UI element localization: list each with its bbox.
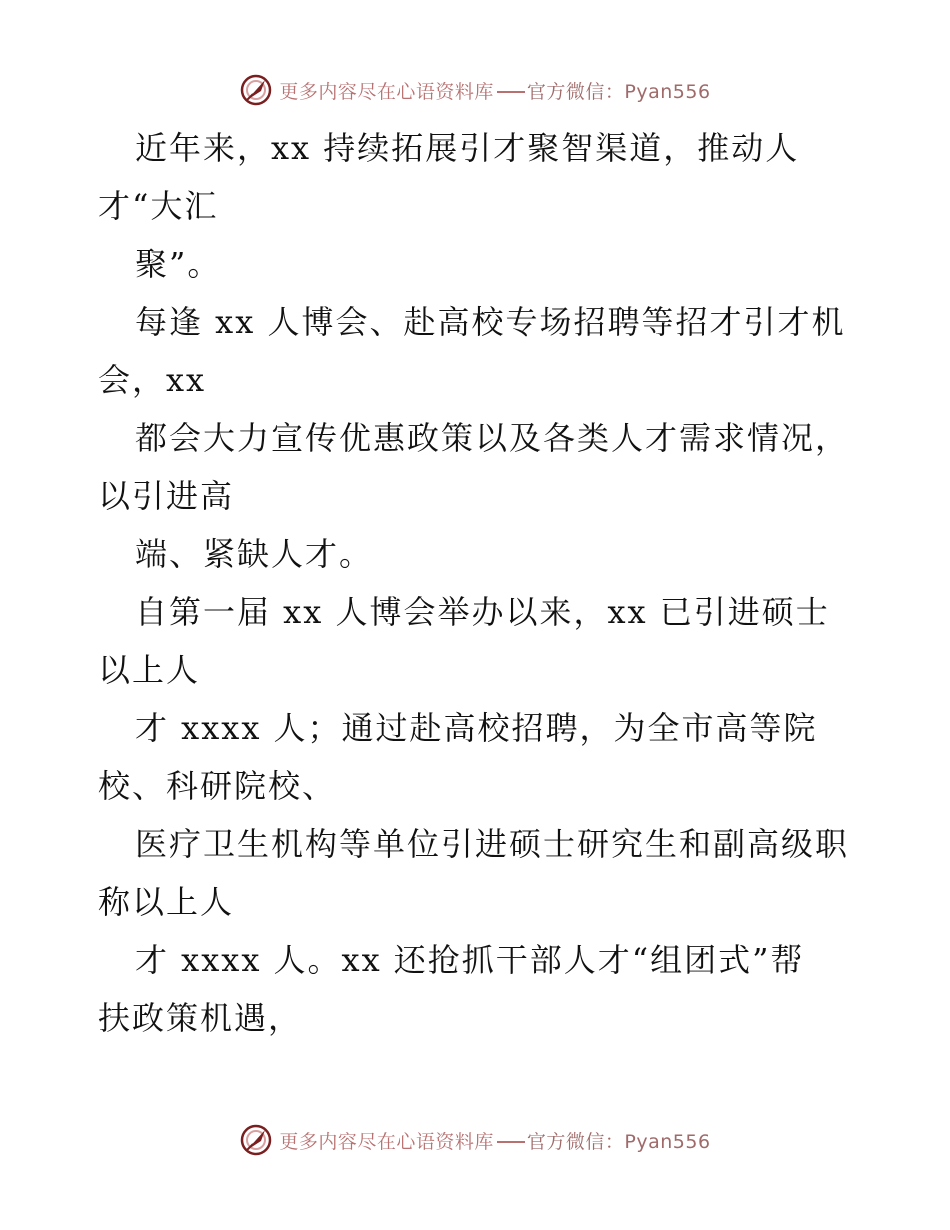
banner-main-text: 更多内容尽在心语资料库 (279, 1130, 494, 1153)
quill-logo-icon (239, 73, 273, 107)
text-line: 才 xxxx 人。xx 还抢抓干部人才“组团式”帮 (135, 941, 805, 979)
banner-main-text: 更多内容尽在心语资料库 (279, 80, 494, 103)
banner-wechat-text: 官方微信：Pyan556 (526, 1130, 711, 1153)
banner-wechat-text: 官方微信：Pyan556 (526, 80, 711, 103)
text-line: 称以上人 (98, 883, 235, 921)
text-line: 才“大汇 (98, 187, 219, 225)
text-line: 近年来，xx 持续拓展引才聚智渠道，推动人 (135, 129, 800, 167)
text-line: 才 xxxx 人；通过赴高校招聘，为全市高等院 (135, 709, 818, 747)
text-line: 每逢 xx 人博会、赴高校专场招聘等招才引才机 (135, 303, 846, 341)
quill-logo-icon (239, 1123, 273, 1157)
text-line: 校、科研院校、 (98, 767, 337, 805)
text-line: 以引进高 (98, 477, 235, 515)
text-line: 自第一届 xx 人博会举办以来，xx 已引进硕士 (135, 593, 830, 631)
text-line: 扶政策机遇， (98, 999, 303, 1037)
text-line: 会，xx (98, 361, 207, 399)
text-line: 以上人 (98, 651, 201, 689)
footer-banner (0, 1120, 950, 1160)
text-line: 都会大力宣传优惠政策以及各类人才需求情况， (135, 419, 850, 457)
text-line: 医疗卫生机构等单位引进硕士研究生和副高级职 (135, 825, 850, 863)
header-banner (0, 70, 950, 110)
text-line: 端、紧缺人才。 (135, 535, 374, 573)
text-line: 聚”。 (135, 245, 222, 283)
